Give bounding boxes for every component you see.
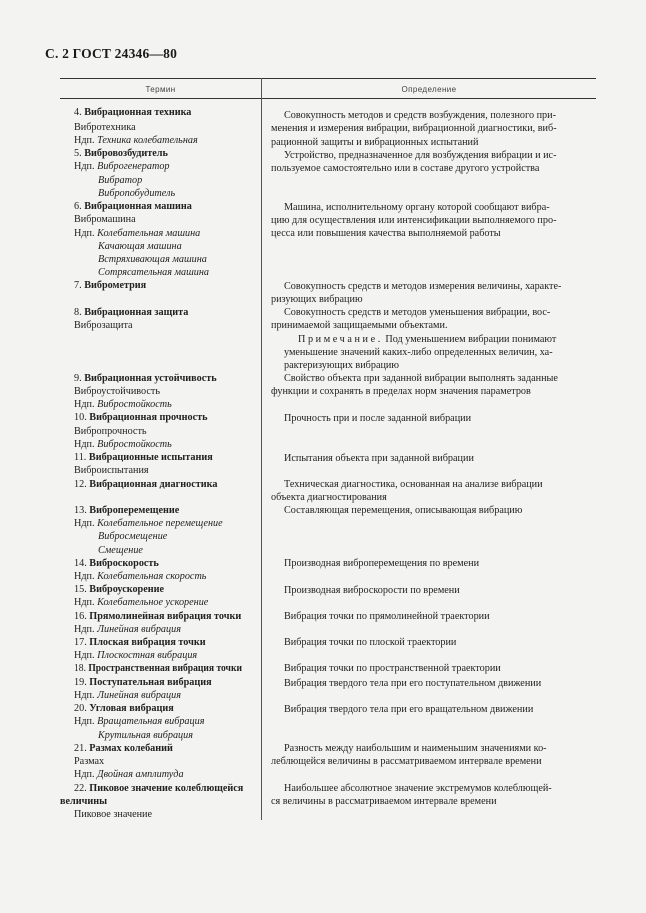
term-line [98,253,242,266]
definition-line [271,136,590,149]
column-divider [261,78,262,820]
definition-line-text: рактеризующих вибрацию [284,360,399,371]
term-line-text: 9. [74,373,85,384]
definition-line-text: Испытания объекта при заданной вибрации [284,453,474,464]
term-line [74,478,242,491]
term-line-text: Виброскорость [89,558,159,569]
page-header: С. 2 ГОСТ 24346—80 [45,46,178,61]
definition-line-text: Машина, исполнительному органу которой сообщают вибра- [284,202,550,213]
term-line-text: Линейная вибрация [97,690,181,701]
term-line [74,121,242,134]
term-line-text: Ндп. [74,650,98,661]
term-line-text: Техника колебательная [97,135,198,146]
term-line-text: Размах [74,756,105,767]
term-line-text: Ндп. [74,161,98,172]
term-line-text: Плоская вибрация точки [89,637,206,648]
definition-line [284,412,590,425]
definition-line-text: ся величины в рассматриваемом интервале времени [271,796,497,807]
term-line-text: 17. [74,637,90,648]
term-line [98,187,242,200]
term-line-text: Вибрационная прочность [89,412,208,423]
definition-line [284,201,590,214]
term-line [74,610,242,623]
definition-line-text: Вибрация твердого тела при его вращательном движении [284,704,534,715]
term-line [74,372,242,385]
term-line [74,411,242,424]
term-line-text: Поступательная вибрация [89,677,212,688]
term-line-text: Двойная амплитуда [97,769,184,780]
term-line-text: Вибрационная диагностика [89,479,218,490]
term-line [74,702,242,715]
definition-line [284,557,590,570]
definition-line [271,293,590,306]
term-line-text: Колебательная машина [97,228,201,239]
term-line [74,808,242,821]
definition-line-text: Разность между наибольшим и наименьшим значениями ко- [284,743,547,754]
term-line-text: Вибросмещение [98,531,168,542]
term-line-text: Ндп. [74,597,98,608]
definition-line [284,359,590,372]
term-line-text: 21. [74,743,90,754]
term-line [74,227,242,240]
term-line-text: Вибропрочность [74,426,147,437]
header-bottom-rule [60,98,596,99]
definition-line-text: Составляющая перемещения, описывающая вибрацию [284,505,523,516]
definition-line-text: Вибрация точки по пространственной траектории [284,663,501,674]
definition-line [271,319,590,332]
term-line-text: 11. [74,452,89,463]
definition-line [298,333,590,346]
term-line-text: 18. [74,663,89,674]
column-header-term: Термин [145,85,176,94]
term-line-text: Линейная вибрация [97,624,181,635]
term-line-text: Колебательная скорость [97,571,207,582]
definition-line-text: Совокупность средств и методов уменьшения вибрации, вос- [284,307,551,318]
term-line [74,517,242,530]
term-line-text: Вибровозбудитель [84,148,168,159]
term-line [74,385,242,398]
definition-line [284,636,590,649]
term-line [74,213,242,226]
definition-line [284,504,590,517]
term-line-text: Вибромашина [74,214,136,225]
term-line [74,147,242,160]
term-line-text: Вибрационная устойчивость [84,373,217,384]
term-line-text: Вибростойкость [97,399,172,410]
term-line-text: Вибропобудитель [98,188,176,199]
term-line-text: Ндп. [74,228,98,239]
definition-line [284,149,590,162]
term-line [98,240,242,253]
term-line-text: 20. [74,703,90,714]
term-line-text: Качающая машина [98,241,182,252]
term-line-text: Вибротехника [74,122,136,133]
definition-line [284,109,590,122]
term-line [74,715,242,728]
definition-line-text: Свойство объекта при заданной вибрации выполнять заданные [284,373,558,384]
term-line [74,596,242,609]
term-line [74,676,242,689]
term-line [98,266,242,279]
term-line-text: 13. [74,505,90,516]
term-line-text: Виброcтойкость [97,439,172,450]
term-line-text: Ндп. [74,135,98,146]
definition-line [284,677,590,690]
term-line-text: Угловая вибрация [89,703,174,714]
definition-line [284,610,590,623]
term-line [74,636,242,649]
table-top-rule [60,78,596,79]
definition-line-text: Примечание. [298,334,383,345]
term-line-text: 4. [74,107,85,118]
term-line [98,174,242,187]
definition-line [284,306,590,319]
term-line-text: 14. [74,558,90,569]
term-line-text: Виброускорение [89,584,164,595]
definition-line-text: Вибрация точки по прямолинейной траектории [284,611,490,622]
term-line-text: 5. [74,148,85,159]
definition-line [271,162,590,175]
term-line-text: Пространственная вибрация точки [88,663,242,674]
term-line [74,689,242,702]
definition-line-text: уменьшение значений каких-либо определенных величин, ха- [284,347,553,358]
term-line-text: Пиковое значение [74,809,153,820]
term-line-text: величины [60,796,108,807]
definition-line [271,491,590,504]
definition-line-text: Под уменьшением вибрации понимают [382,334,557,345]
term-line-text: 6. [74,201,85,212]
term-line [74,398,242,411]
term-line-text: Колебательное ускорение [97,597,209,608]
term-line [98,544,242,557]
definition-line-text: Вибрация твердого тела при его поступательном движении [284,678,542,689]
term-line [74,319,242,332]
term-line-text: Ндп. [74,624,98,635]
term-line-text: Ндп. [74,518,98,529]
definition-line-text: функции и сохранять в пределах норм значения параметров [271,386,531,397]
definition-line [271,122,590,135]
term-line-text: Ндп. [74,399,98,410]
definition-line-text: Производная виброскорости по времени [284,585,460,596]
definition-line [284,372,590,385]
definition-line [284,452,590,465]
term-line [74,768,242,781]
term-line-text: Плоскостная вибрация [97,650,198,661]
definition-line-text: Совокупность средств и методов измерения величины, характе- [284,281,562,292]
term-line-text: Вибрационные испытания [88,452,213,463]
term-line [74,583,242,596]
definition-line-text: рационной защиты и вибрационных испытаний [271,137,479,148]
term-line-text: Крутильная вибрация [98,730,193,741]
definition-line [284,662,590,675]
term-line-text: 12. [74,479,90,490]
term-line-text: Размах колебаний [89,743,173,754]
term-line-text: 15. [74,584,90,595]
term-line-text: Виброметрия [84,280,147,291]
term-line-text: Вращательная вибрация [97,716,205,727]
term-line-text: Сотрясательная машина [98,267,210,278]
term-line-text: Колебательное перемещение [97,518,223,529]
term-line [74,742,242,755]
term-line [60,795,242,808]
term-line [74,160,242,173]
term-line [98,530,242,543]
definition-line-text: цесса или повышения качества выполняемой работы [271,228,501,239]
definition-line-text: ризующих вибрацию [271,294,363,305]
term-line-text: Виброгенератор [97,161,170,172]
term-line [74,570,242,583]
definition-line [284,742,590,755]
term-line [74,134,242,147]
term-line [74,782,256,795]
definition-line-text: объекта диагностирования [271,492,387,503]
term-line [74,755,242,768]
definition-line-text: Устройство, предназначенное для возбуждения вибрации и ис- [284,150,557,161]
term-line-text: Вибрационная машина [84,201,192,212]
term-line-text: 7. [74,280,85,291]
definition-line-text: Наибольшее абсолютное значение экстремумов колеблющей- [284,783,552,794]
term-line-text: Смещение [98,545,143,556]
definition-line [284,346,590,359]
term-line [74,649,242,662]
definition-line [284,280,590,293]
term-line-text: Ндп. [74,769,98,780]
term-line-text: Виброиспытания [74,465,149,476]
term-line-text: Виброзащита [74,320,133,331]
term-line [74,451,242,464]
definition-line [284,584,590,597]
definition-line-text: Совокупность методов и средств возбуждения, полезного при- [284,110,556,121]
column-header-definition: Определение [401,85,457,94]
term-line-text: Ндп. [74,716,98,727]
term-line-text: Прямолинейная вибрация точки [89,611,242,622]
term-line [74,662,242,675]
term-line [74,438,242,451]
term-line-text: 19. [74,677,90,688]
definition-line [271,755,590,768]
term-line [74,306,242,319]
definition-line [284,782,590,795]
term-line [74,464,242,477]
definition-line [271,227,590,240]
definition-line-text: леблющейся величины в рассматриваемом интервале времени [271,756,542,767]
term-line-text: Ндп. [74,571,98,582]
definition-line-text: принимаемой защищаемыми объектами. [271,320,448,331]
term-line-text: 10. [74,412,90,423]
term-line-text: Виброперемещение [89,505,180,516]
term-line-text: 8. [74,307,85,318]
term-line [74,279,242,292]
definition-line [271,214,590,227]
term-line [74,106,242,119]
term-line [74,425,242,438]
term-line-text: Ндп. [74,439,98,450]
definition-line-text: пользуемое самостоятельно или в составе другого устройства [271,163,540,174]
term-line-text: Вибрационная защита [84,307,189,318]
term-line-text: 22. [74,783,90,794]
definition-line-text: Производная виброперемещения по времени [284,558,480,569]
definition-line-text: менения и измерения вибрации, вибрационной диагностики, виб- [271,123,557,134]
term-line-text: Виброустойчивость [74,386,160,397]
definition-line [271,795,590,808]
term-line-text: Встряхивающая машина [98,254,207,265]
term-line-text: Вибратор [98,175,143,186]
definition-line-text: Прочность при и после заданной вибрации [284,413,472,424]
term-line-text: Ндп. [74,690,98,701]
term-line [98,729,242,742]
term-line-text: Пиковое значение колеблющейся [89,783,244,794]
definition-line [284,703,590,716]
term-line [74,557,242,570]
definition-line [284,478,590,491]
definition-line [271,385,590,398]
term-line [74,623,242,636]
term-line-text: 16. [74,611,90,622]
definition-line-text: Техническая диагностика, основанная на анализе вибрации [284,479,543,490]
definition-line-text: Вибрация точки по плоской траектории [284,637,457,648]
term-line [74,504,242,517]
definition-line-text: цию для осуществления или интенсификации выполняемого про- [271,215,557,226]
term-line [74,200,242,213]
term-line-text: Вибрационная техника [84,107,192,118]
